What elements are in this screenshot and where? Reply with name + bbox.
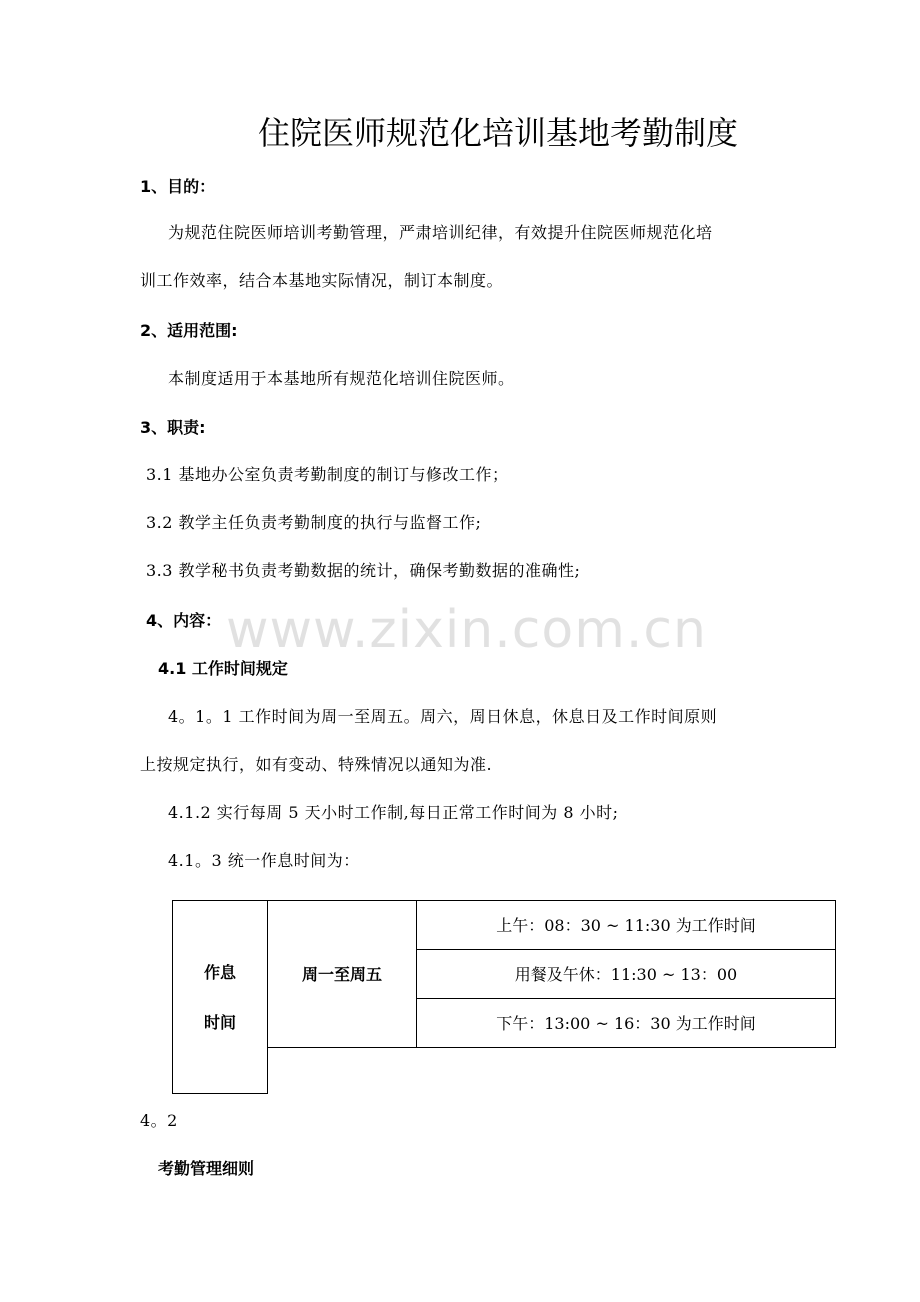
section-1-text-line-1: 为规范住院医师培训考勤管理，严肃培训纪律，有效提升住院医师规范化培 — [168, 223, 713, 242]
table-label-line-2: 时间 — [203, 1013, 236, 1032]
section-1-text-line-2: 训工作效率，结合本基地实际情况，制订本制度。 — [140, 271, 504, 290]
document-title: 住院医师规范化培训基地考勤制度 — [257, 114, 738, 152]
section-4-1-2: 4.1.2 实行每周 5 天小时工作制,每日正常工作时间为 8 小时; — [168, 803, 619, 822]
section-4-heading: 4、内容： — [146, 611, 222, 630]
section-4-1-heading: 4.1 工作时间规定 — [158, 659, 288, 678]
section-3-1: 3.1 基地办公室负责考勤制度的制订与修改工作； — [146, 465, 509, 484]
section-2-heading: 2、适用范围: — [140, 321, 238, 340]
section-2-text: 本制度适用于本基地所有规范化培训住院医师。 — [168, 369, 515, 388]
section-4-2-number: 4。2 — [140, 1111, 178, 1130]
table-label-cell — [172, 900, 268, 1094]
section-3-2: 3.2 教学主任负责考勤制度的执行与监督工作; — [146, 513, 482, 532]
section-3-heading: 3、职责: — [140, 418, 206, 437]
table-days-text: 周一至周五 — [301, 965, 382, 984]
table-row-text-afternoon: 下午：13:00 ~ 16：30 为工作时间 — [496, 1014, 756, 1033]
section-4-1-1-line-2: 上按规定执行，如有变动、特殊情况以通知为准. — [140, 755, 493, 774]
table-row-text-lunch: 用餐及午休：11:30 ~ 13：00 — [514, 965, 738, 984]
section-3-3: 3.3 教学秘书负责考勤数据的统计，确保考勤数据的准确性; — [146, 561, 581, 580]
section-4-2-heading: 考勤管理细则 — [158, 1159, 255, 1178]
section-1-heading: 1、目的： — [140, 177, 216, 196]
table-label-line-1: 作息 — [203, 963, 236, 982]
table-row-text-morning: 上午：08：30 ~ 11:30 为工作时间 — [496, 916, 756, 935]
watermark: www.zixin.com.cn — [226, 600, 707, 660]
section-4-1-3: 4.1。3 统一作息时间为： — [168, 851, 360, 870]
section-4-1-1-line-1: 4。1。1 工作时间为周一至周五。周六，周日休息，休息日及工作时间原则 — [168, 707, 718, 726]
